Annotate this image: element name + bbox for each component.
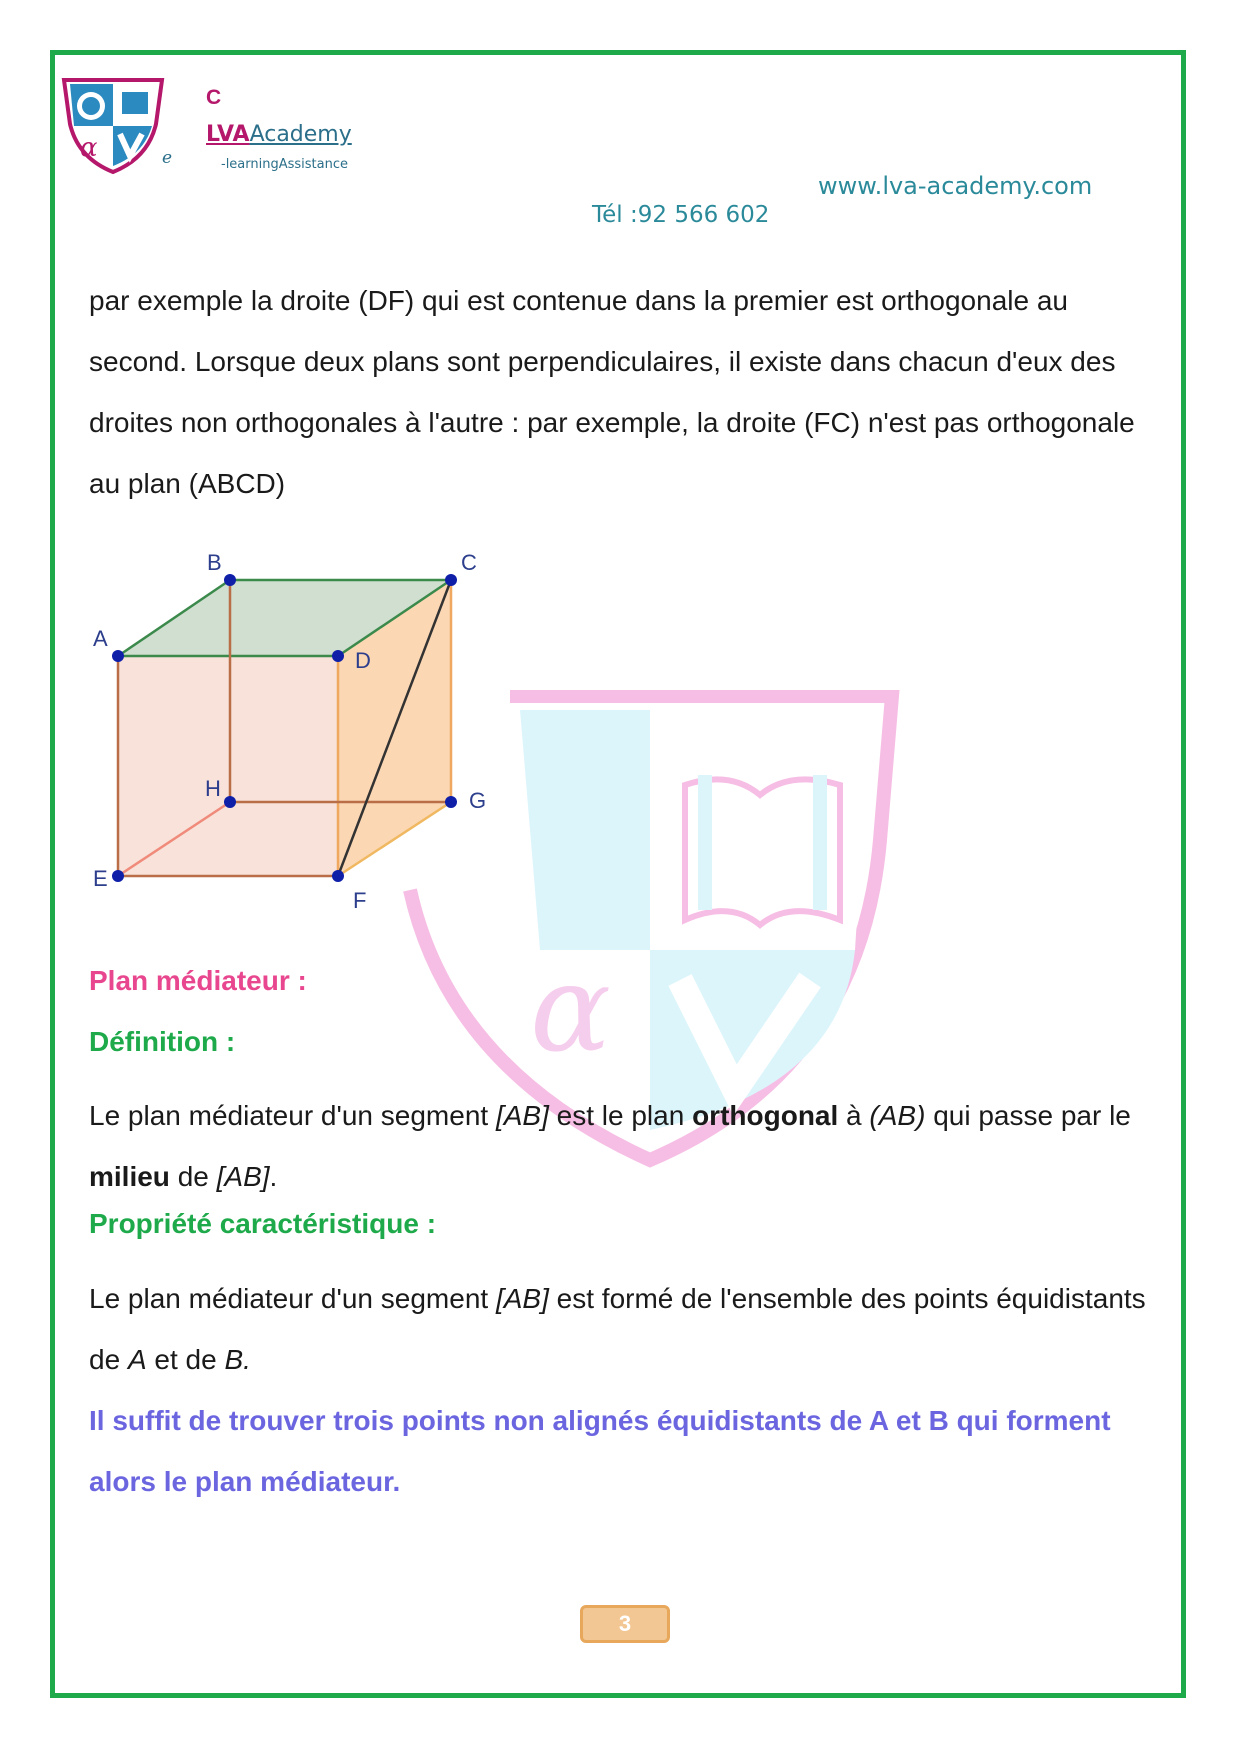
segment-ab: [AB] xyxy=(495,1283,549,1314)
cube-figure xyxy=(85,540,555,940)
label-a: A xyxy=(93,626,108,651)
point-b-name: B. xyxy=(224,1344,251,1375)
definition-text: est le plan xyxy=(548,1100,693,1131)
svg-text:α: α xyxy=(530,940,612,1079)
label-b: B xyxy=(207,550,222,575)
definition-paragraph xyxy=(89,1085,1159,1207)
segment-ab: [AB] xyxy=(495,1100,549,1131)
property-text: est formé de l'ensemble des points équidistants de xyxy=(89,1283,1146,1375)
definition-text: de xyxy=(169,1161,217,1192)
highlight-paragraph: Il suffit de trouver trois points non alignés équidistants de A et B qui forment alors le plan médiateur. xyxy=(89,1405,1111,1497)
phone-number: Tél :92 566 602 xyxy=(592,202,770,228)
brand-academy: Academy xyxy=(249,122,352,147)
segment-ab: [AB] xyxy=(216,1161,270,1192)
intro-paragraph: par exemple la droite (DF) qui est contenue dans la premier est orthogonale au second. Lorsque deux plans sont perpendiculaires, il existe dans chacun d'eux des droites non orthogonales à l'autre : par exemple, la droite (FC) n'est pas orthogonale au plan (ABCD) xyxy=(89,285,1135,499)
lva-academy-logo xyxy=(58,76,168,176)
property-heading: Propriété caractéristique : xyxy=(89,1208,437,1239)
svg-text:α: α xyxy=(80,133,98,163)
point-c xyxy=(445,574,457,586)
point-e xyxy=(112,870,124,882)
point-d xyxy=(332,650,344,662)
property-paragraph xyxy=(89,1268,1159,1390)
label-d: D xyxy=(355,648,371,673)
point-f xyxy=(332,870,344,882)
point-a-name: A xyxy=(127,1344,147,1375)
property-text: Le plan médiateur d'un segment xyxy=(89,1283,496,1314)
term-milieu: milieu xyxy=(89,1161,170,1192)
definition-heading: Définition : xyxy=(89,1026,236,1057)
page-number: 3 xyxy=(580,1605,670,1643)
line-ab: (AB) xyxy=(869,1100,926,1131)
brand-tagline: -learningAssistance xyxy=(221,157,348,172)
brand-letter: C xyxy=(206,86,222,109)
property-text: et de xyxy=(146,1344,225,1375)
definition-text: . xyxy=(269,1161,278,1192)
label-f: F xyxy=(353,888,367,913)
definition-text: qui passe par le xyxy=(925,1100,1131,1131)
brand-lva: LVA xyxy=(206,122,250,147)
section-title: Plan médiateur : xyxy=(89,965,307,996)
point-g xyxy=(445,796,457,808)
brand-name xyxy=(206,122,352,147)
point-a xyxy=(112,650,124,662)
term-orthogonal: orthogonal xyxy=(692,1100,839,1131)
label-e: E xyxy=(93,866,108,891)
definition-text: à xyxy=(838,1100,870,1131)
point-b xyxy=(224,574,236,586)
brand-e: e xyxy=(162,148,173,168)
definition-text: Le plan médiateur d'un segment xyxy=(89,1100,496,1131)
point-h xyxy=(224,796,236,808)
label-h: H xyxy=(205,776,221,801)
website-url: www.lva-academy.com xyxy=(818,172,1093,200)
label-c: C xyxy=(461,550,477,575)
label-g: G xyxy=(469,788,487,813)
front-face xyxy=(118,656,338,876)
